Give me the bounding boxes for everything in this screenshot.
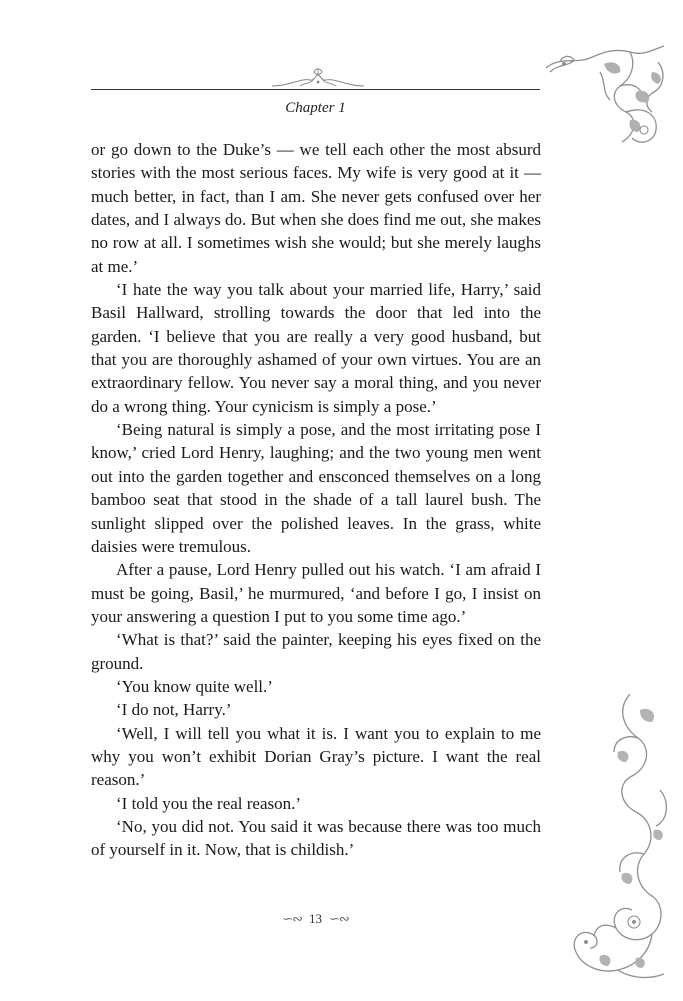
paragraph: ‘I told you the real reason.’ (116, 793, 302, 813)
page-footer (0, 911, 631, 927)
paragraph: ‘No, you did not. You said it was because there was too much of yourself in it. Now, that is childish.’ (91, 816, 541, 860)
body-text (91, 138, 541, 862)
paragraph: ‘You know quite well.’ (116, 676, 273, 696)
paragraph: ‘Being natural is simply a pose, and the most irritating pose I know,’ cried Lord Henry, laughing; and the two young men went out into the garden together and ensconced themselves on a long bamboo seat that stood in the shade of a tall laurel bush. The sunlight slipped over the polished leaves. In the grass, white daisies were tremulous. (91, 420, 541, 556)
running-head: Chapter 1 (285, 100, 346, 116)
page-number: 13 (309, 911, 322, 926)
paragraph: or go down to the Duke’s — we tell each other the most absurd stories with the most serious faces. My wife is very good at it — much better, in fact, than I am. She never gets confused over her dates, and I always do. But when she does find me out, she makes no row at all. I sometimes wish she would; but she merely laughs at me.’ (91, 140, 541, 276)
corner-flourish-top-icon (540, 42, 680, 152)
paragraph: ‘What is that?’ said the painter, keeping his eyes fixed on the ground. (91, 630, 541, 673)
footer-ornament-left-icon: ∽∾ (282, 911, 302, 926)
header-flourish-icon (270, 66, 366, 88)
paragraph: ‘Well, I will tell you what it is. I want you to explain to me why you won’t exhibit Dorian Gray’s picture. I want the real reason.’ (91, 723, 541, 790)
paragraph: ‘I hate the way you talk about your married life, Harry,’ said Basil Hallward, strolling towards the door that led into the garden. ‘I believe that you are really a very good husband, but that you are thoroughly ashamed of your own virtues. You are an extraordinary fellow. You never say a moral thing, and you never do a wrong thing. Your cynicism is simply a pose.’ (91, 280, 541, 416)
header-rule (91, 89, 540, 90)
paragraph: ‘I do not, Harry.’ (116, 700, 232, 720)
corner-flourish-bottom-icon (560, 690, 680, 990)
paragraph: After a pause, Lord Henry pulled out his watch. ‘I am afraid I must be going, Basil,’ he murmured, ‘and before I go, I insist on your answering a question I put to you some time ago.’ (91, 560, 541, 626)
footer-ornament-right-icon: ∽∾ (329, 911, 349, 926)
